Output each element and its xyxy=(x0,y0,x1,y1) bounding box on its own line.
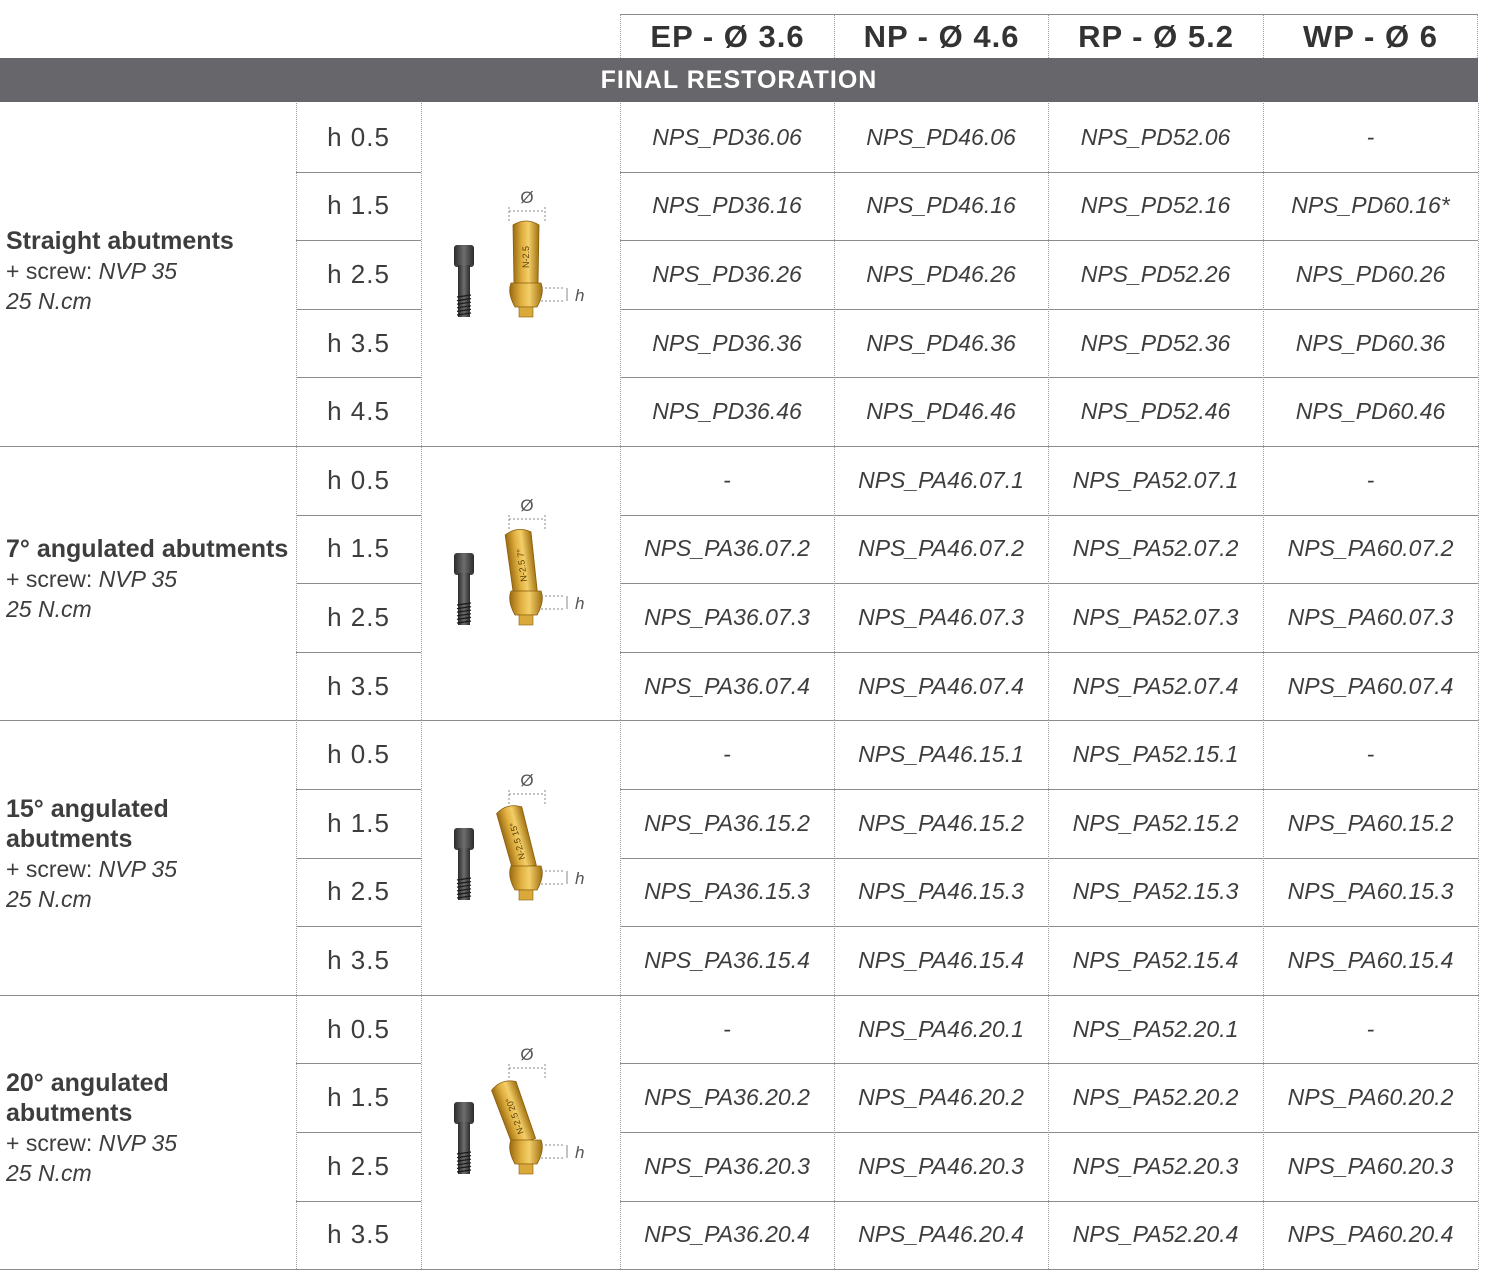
height-symbol: h xyxy=(575,285,585,305)
row-divider xyxy=(620,309,1478,310)
row-divider xyxy=(296,377,421,378)
row-divider xyxy=(296,1201,421,1202)
height-cell: h 0.5 xyxy=(327,1013,390,1044)
column-header-np: NP - Ø 4.6 xyxy=(834,14,1048,58)
reference-cell: NPS_PA52.07.1 xyxy=(1072,466,1239,493)
height-cell: h 3.5 xyxy=(327,327,390,358)
torque-value: 25 N.cm xyxy=(6,1160,92,1186)
reference-cell: NPS_PA46.07.3 xyxy=(858,603,1024,630)
abutment-collar xyxy=(510,283,543,307)
reference-cell: NPS_PA46.20.2 xyxy=(858,1084,1024,1111)
height-cell: h 2.5 xyxy=(327,258,390,289)
row-divider xyxy=(296,652,421,653)
reference-cell: NPS_PD46.36 xyxy=(866,329,1016,356)
diameter-symbol: Ø xyxy=(520,187,534,207)
screw-prefix: + screw: xyxy=(6,257,99,284)
column-separator xyxy=(296,720,297,994)
reference-cell: - xyxy=(1366,1015,1375,1042)
column-separator xyxy=(421,446,422,720)
reference-cell: NPS_PA52.20.3 xyxy=(1072,1152,1239,1179)
column-separator xyxy=(1048,720,1049,994)
row-divider xyxy=(620,789,1478,790)
row-divider xyxy=(296,172,421,173)
reference-cell: NPS_PA36.15.2 xyxy=(644,809,810,836)
reference-cell: NPS_PA60.20.2 xyxy=(1287,1084,1454,1111)
abutment-collar xyxy=(510,1140,543,1164)
reference-cell: NPS_PD46.16 xyxy=(866,192,1016,219)
abutment-icon xyxy=(510,221,543,317)
column-separator xyxy=(421,720,422,994)
screw-reference: NVP 35 xyxy=(98,1130,178,1156)
group-title: 7° angulated abutments xyxy=(6,535,289,564)
reference-cell: NPS_PA60.15.3 xyxy=(1287,878,1454,905)
height-cell: h 1.5 xyxy=(327,1082,390,1113)
height-cell: h 3.5 xyxy=(327,944,390,975)
reference-cell: NPS_PA36.07.3 xyxy=(644,603,810,630)
reference-cell: NPS_PA60.07.3 xyxy=(1287,603,1454,630)
reference-cell: NPS_PA52.07.2 xyxy=(1072,535,1239,562)
reference-cell: NPS_PA36.20.4 xyxy=(644,1221,810,1248)
reference-cell: - xyxy=(723,1015,731,1042)
row-divider xyxy=(620,172,1478,173)
row-divider xyxy=(620,858,1478,859)
reference-cell: - xyxy=(1366,123,1375,150)
abutment-engraving: N-2.5 xyxy=(521,245,531,268)
reference-cell: NPS_PA60.15.4 xyxy=(1287,946,1454,973)
column-separator xyxy=(1263,995,1264,1269)
abutment-connection xyxy=(519,1164,533,1174)
screw-reference: NVP 35 xyxy=(98,257,178,284)
reference-cell: NPS_PA60.20.3 xyxy=(1287,1152,1454,1179)
diameter-symbol: Ø xyxy=(520,1045,534,1064)
reference-cell: NPS_PA52.15.4 xyxy=(1072,946,1239,973)
column-separator xyxy=(1048,995,1049,1269)
reference-cell: NPS_PA46.20.4 xyxy=(858,1221,1024,1248)
height-cell: h 0.5 xyxy=(327,121,390,152)
screw-line xyxy=(6,1128,291,1158)
height-cell: h 1.5 xyxy=(327,807,390,838)
reference-cell: - xyxy=(723,466,731,493)
abutment-icon xyxy=(496,803,543,900)
column-separator xyxy=(1048,103,1049,446)
reference-cell: NPS_PA52.20.2 xyxy=(1072,1084,1239,1111)
abutment-icon xyxy=(505,528,543,625)
abutment-figure xyxy=(441,1042,611,1212)
column-separator xyxy=(1263,446,1264,720)
reference-cell: NPS_PD46.46 xyxy=(866,398,1016,425)
abutment-collar xyxy=(510,591,543,615)
height-cell: h 2.5 xyxy=(327,601,390,632)
column-separator xyxy=(1263,720,1264,994)
reference-cell: NPS_PD52.16 xyxy=(1080,192,1231,219)
abutment-connection xyxy=(519,615,533,625)
column-separator xyxy=(834,446,835,720)
height-cell: h 1.5 xyxy=(327,533,390,564)
row-divider xyxy=(620,652,1478,653)
abutment-post xyxy=(505,528,539,595)
column-separator xyxy=(1478,103,1479,446)
reference-cell: NPS_PA46.07.4 xyxy=(858,672,1024,699)
abutment-post xyxy=(513,221,539,285)
height-symbol: h xyxy=(575,1143,585,1162)
reference-cell: NPS_PD60.36 xyxy=(1295,329,1446,356)
reference-cell: NPS_PA46.20.1 xyxy=(858,1015,1024,1042)
column-separator xyxy=(296,103,297,446)
column-header-ep: EP - Ø 3.6 xyxy=(620,14,834,58)
abutment-post xyxy=(496,803,538,872)
column-separator xyxy=(296,446,297,720)
reference-cell: NPS_PA52.15.2 xyxy=(1072,809,1239,836)
column-separator xyxy=(620,103,621,446)
row-divider xyxy=(296,789,421,790)
reference-cell: NPS_PA52.07.4 xyxy=(1072,672,1239,699)
screw-line xyxy=(6,854,291,884)
row-divider xyxy=(296,1063,421,1064)
height-cell: h 0.5 xyxy=(327,739,390,770)
screw-head xyxy=(454,245,474,267)
column-separator xyxy=(1478,995,1479,1269)
screw-prefix: + screw: xyxy=(6,566,99,593)
group-title: 20° angulated abutments xyxy=(6,1069,169,1127)
abutment-post xyxy=(490,1078,536,1147)
column-separator xyxy=(421,995,422,1269)
screw-icon xyxy=(454,1102,474,1174)
reference-cell: NPS_PA46.07.2 xyxy=(858,535,1024,562)
height-symbol: h xyxy=(575,868,585,888)
row-divider xyxy=(620,240,1478,241)
column-separator xyxy=(620,995,621,1269)
abutment-connection xyxy=(519,307,533,317)
height-cell: h 3.5 xyxy=(327,1219,390,1250)
row-divider xyxy=(296,926,421,927)
abutment-figure xyxy=(441,768,611,938)
row-divider xyxy=(296,858,421,859)
row-divider xyxy=(296,309,421,310)
column-separator xyxy=(1048,446,1049,720)
section-banner: FINAL RESTORATION xyxy=(0,58,1478,102)
abutment-figure xyxy=(441,185,611,355)
reference-cell: NPS_PD36.26 xyxy=(652,260,802,287)
column-separator xyxy=(1478,446,1479,720)
column-separator xyxy=(620,720,621,994)
reference-cell: NPS_PD60.46 xyxy=(1295,398,1446,425)
row-divider xyxy=(620,377,1478,378)
reference-cell: NPS_PD52.06 xyxy=(1080,123,1231,150)
row-divider xyxy=(296,515,421,516)
reference-cell: NPS_PD60.16* xyxy=(1291,192,1450,219)
reference-cell: NPS_PA46.15.3 xyxy=(858,878,1024,905)
reference-cell: NPS_PA36.07.2 xyxy=(644,535,810,562)
screw-icon xyxy=(454,828,474,900)
reference-cell: NPS_PA46.15.2 xyxy=(858,809,1024,836)
reference-cell: NPS_PA36.20.2 xyxy=(644,1084,810,1111)
height-cell: h 2.5 xyxy=(327,1150,390,1181)
reference-cell: - xyxy=(1366,741,1375,768)
reference-cell: - xyxy=(1366,466,1375,493)
row-divider xyxy=(620,1063,1478,1064)
abutment-collar xyxy=(510,866,543,890)
abutment-engraving: N-2.5 20° xyxy=(503,1096,526,1136)
reference-cell: NPS_PA52.07.3 xyxy=(1072,603,1239,630)
column-separator xyxy=(834,720,835,994)
screw-icon xyxy=(454,245,474,317)
abutment-connection xyxy=(519,890,533,900)
column-separator xyxy=(620,446,621,720)
reference-cell: NPS_PD36.16 xyxy=(652,192,802,219)
row-divider xyxy=(296,1132,421,1133)
torque-value: 25 N.cm xyxy=(6,596,92,623)
screw-head xyxy=(454,553,474,575)
reference-cell: NPS_PA36.20.3 xyxy=(644,1152,810,1179)
reference-cell: NPS_PA46.15.4 xyxy=(858,946,1024,973)
reference-cell: NPS_PD52.36 xyxy=(1080,329,1231,356)
screw-head xyxy=(454,1102,474,1124)
group-label xyxy=(6,226,291,316)
row-divider xyxy=(620,515,1478,516)
row-divider xyxy=(620,583,1478,584)
column-separator xyxy=(1478,720,1479,994)
abutment-engraving: N-2.5 7° xyxy=(514,548,529,583)
screw-head xyxy=(454,828,474,850)
column-header-wp: WP - Ø 6 xyxy=(1263,14,1478,58)
height-cell: h 4.5 xyxy=(327,396,390,427)
column-separator xyxy=(421,103,422,446)
screw-prefix: + screw: xyxy=(6,855,99,882)
column-separator xyxy=(834,995,835,1269)
reference-cell: - xyxy=(723,741,731,768)
height-cell: h 0.5 xyxy=(327,464,390,495)
group-label xyxy=(6,1068,291,1188)
reference-cell: NPS_PA46.07.1 xyxy=(858,466,1024,493)
reference-cell: NPS_PA60.20.4 xyxy=(1287,1221,1454,1248)
torque-value: 25 N.cm xyxy=(6,885,92,912)
screw-reference: NVP 35 xyxy=(98,566,178,593)
screw-prefix: + screw: xyxy=(6,1130,99,1156)
abutment-engraving: N-2.5 15° xyxy=(507,821,528,861)
reference-cell: NPS_PD52.26 xyxy=(1080,260,1231,287)
abutment-figure xyxy=(441,493,611,663)
reference-cell: NPS_PA52.20.4 xyxy=(1072,1221,1239,1248)
group-title: 15° angulated abutments xyxy=(6,794,169,853)
screw-icon xyxy=(454,553,474,625)
reference-cell: NPS_PD46.06 xyxy=(866,123,1016,150)
reference-cell: NPS_PA36.07.4 xyxy=(644,672,810,699)
height-cell: h 3.5 xyxy=(327,670,390,701)
abutment-icon xyxy=(490,1078,542,1174)
group-label xyxy=(6,534,291,624)
height-cell: h 1.5 xyxy=(327,190,390,221)
reference-cell: NPS_PA52.15.3 xyxy=(1072,878,1239,905)
column-separator xyxy=(296,995,297,1269)
reference-cell: NPS_PA60.07.4 xyxy=(1287,672,1454,699)
reference-cell: NPS_PD52.46 xyxy=(1080,398,1231,425)
reference-cell: NPS_PA36.15.3 xyxy=(644,878,810,905)
row-divider xyxy=(620,926,1478,927)
column-separator xyxy=(834,103,835,446)
reference-cell: NPS_PA36.15.4 xyxy=(644,946,810,973)
reference-cell: NPS_PD36.46 xyxy=(652,398,802,425)
reference-cell: NPS_PA60.07.2 xyxy=(1287,535,1454,562)
reference-cell: NPS_PD36.36 xyxy=(652,329,802,356)
reference-cell: NPS_PD46.26 xyxy=(866,260,1016,287)
group-title: Straight abutments xyxy=(6,226,234,255)
diameter-symbol: Ø xyxy=(520,496,534,516)
column-header-rp: RP - Ø 5.2 xyxy=(1048,14,1263,58)
screw-line xyxy=(6,256,291,286)
row-divider xyxy=(620,1201,1478,1202)
row-divider xyxy=(296,240,421,241)
reference-cell: NPS_PD36.06 xyxy=(652,123,802,150)
torque-value: 25 N.cm xyxy=(6,287,92,314)
reference-cell: NPS_PD60.26 xyxy=(1295,260,1446,287)
reference-cell: NPS_PA52.20.1 xyxy=(1072,1015,1239,1042)
reference-cell: NPS_PA60.15.2 xyxy=(1287,809,1454,836)
screw-line xyxy=(6,564,291,594)
group-label xyxy=(6,794,291,914)
diameter-symbol: Ø xyxy=(520,770,534,790)
height-cell: h 2.5 xyxy=(327,876,390,907)
reference-cell: NPS_PA52.15.1 xyxy=(1072,741,1239,768)
reference-cell: NPS_PA46.20.3 xyxy=(858,1152,1024,1179)
column-separator xyxy=(1263,103,1264,446)
row-divider xyxy=(296,583,421,584)
screw-reference: NVP 35 xyxy=(98,855,178,882)
row-divider xyxy=(620,1132,1478,1133)
height-symbol: h xyxy=(575,594,585,614)
reference-cell: NPS_PA46.15.1 xyxy=(858,741,1024,768)
